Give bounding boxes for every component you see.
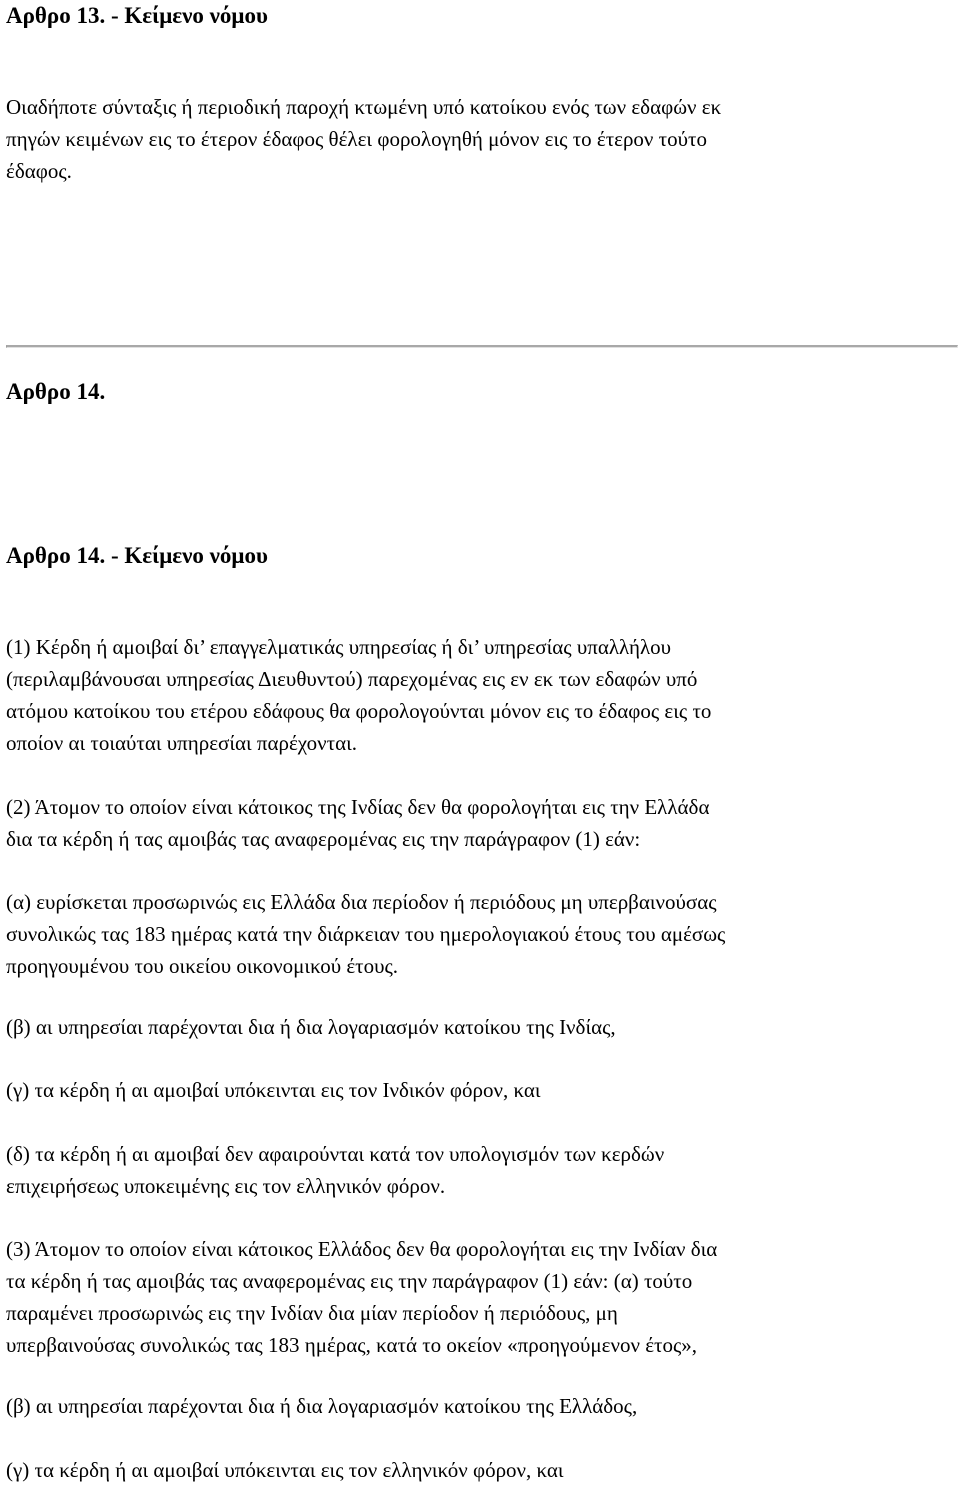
paragraph-2-beta — [6, 1011, 951, 1043]
paragraph-3-beta — [6, 1390, 951, 1422]
text-line: παραμένει προσωρινώς εις την Ινδίαν δια μίαν περίοδον ή περιόδους, μη — [6, 1301, 618, 1325]
text-line: προηγουμένου του οικείου οικονομικού έτους. — [6, 954, 399, 978]
paragraph-1 — [6, 631, 951, 759]
text-line: Οιαδήποτε σύνταξις ή περιοδική παροχή κτωμένη υπό κατοίκου ενός των εδαφών εκ — [6, 95, 722, 119]
article-14-heading: Αρθρο 14. - Κείμενο νόμου — [6, 543, 268, 568]
text-line: δια τα κέρδη ή τας αμοιβάς τας αναφερομένας εις την παράγραφον (1) εάν: — [6, 827, 641, 851]
text-line: έδαφος. — [6, 159, 72, 183]
text-line: (β) αι υπηρεσίαι παρέχονται δια ή δια λογαριασμόν κατοίκου της Ελλάδος, — [6, 1394, 638, 1418]
paragraph-3 — [6, 1233, 951, 1361]
horizontal-divider — [6, 345, 958, 348]
text-line: (3) Άτομον το οποίον είναι κάτοικος Ελλάδος δεν θα φορολογήται εις την Ινδίαν δια — [6, 1237, 718, 1261]
text-line: (δ) τα κέρδη ή αι αμοιβαί δεν αφαιρούνται κατά τον υπολογισμόν των κερδών — [6, 1142, 665, 1166]
text-line: (γ) τα κέρδη ή αι αμοιβαί υπόκεινται εις τον ελληνικόν φόρον, και — [6, 1458, 564, 1482]
paragraph-2-alpha — [6, 886, 951, 982]
text-line: (περιλαμβάνουσαι υπηρεσίας Διευθυντού) παρεχομένας εις εν εκ των εδαφών υπό — [6, 667, 698, 691]
paragraph-3-gamma — [6, 1454, 951, 1486]
paragraph-2-gamma — [6, 1074, 951, 1106]
text-line: πηγών κειμένων εις το έτερον έδαφος θέλει φορολογηθή μόνον εις το έτερον τούτο — [6, 127, 707, 151]
article-13-text — [6, 91, 951, 187]
text-line: (2) Άτομον το οποίον είναι κάτοικος της Ινδίας δεν θα φορολογήται εις την Ελλάδα — [6, 795, 710, 819]
article-14-short-heading: Αρθρο 14. — [6, 379, 106, 404]
text-line: οποίον αι τοιαύται υπηρεσίαι παρέχονται. — [6, 731, 357, 755]
text-line: τα κέρδη ή τας αμοιβάς τας αναφερομένας εις την παράγραφον (1) εάν: (α) τούτο — [6, 1269, 693, 1293]
text-line: (β) αι υπηρεσίαι παρέχονται δια ή δια λογαριασμόν κατοίκου της Ινδίας, — [6, 1015, 616, 1039]
text-line: συνολικώς τας 183 ημέρας κατά την διάρκειαν του ημερολογιακού έτους του αμέσως — [6, 922, 726, 946]
text-line: (γ) τα κέρδη ή αι αμοιβαί υπόκεινται εις τον Ινδικόν φόρον, και — [6, 1078, 541, 1102]
text-line: (α) ευρίσκεται προσωρινώς εις Ελλάδα δια περίοδον ή περιόδους μη υπερβαινούσας — [6, 890, 717, 914]
article-13-heading: Αρθρο 13. - Κείμενο νόμου — [6, 3, 268, 28]
paragraph-2 — [6, 791, 951, 855]
text-line: (1) Κέρδη ή αμοιβαί δι’ επαγγελματικάς υπηρεσίας ή δι’ υπηρεσίας υπαλλήλου — [6, 635, 672, 659]
text-line: υπερβαινούσας συνολικώς τας 183 ημέρας, κατά το οκείον «προηγούμενον έτος», — [6, 1333, 698, 1357]
paragraph-2-delta — [6, 1138, 951, 1202]
text-line: επιχειρήσεως υποκειμένης εις τον ελληνικόν φόρον. — [6, 1174, 446, 1198]
text-line: ατόμου κατοίκου του ετέρου εδάφους θα φορολογούνται μόνον εις το έδαφος εις το — [6, 699, 712, 723]
